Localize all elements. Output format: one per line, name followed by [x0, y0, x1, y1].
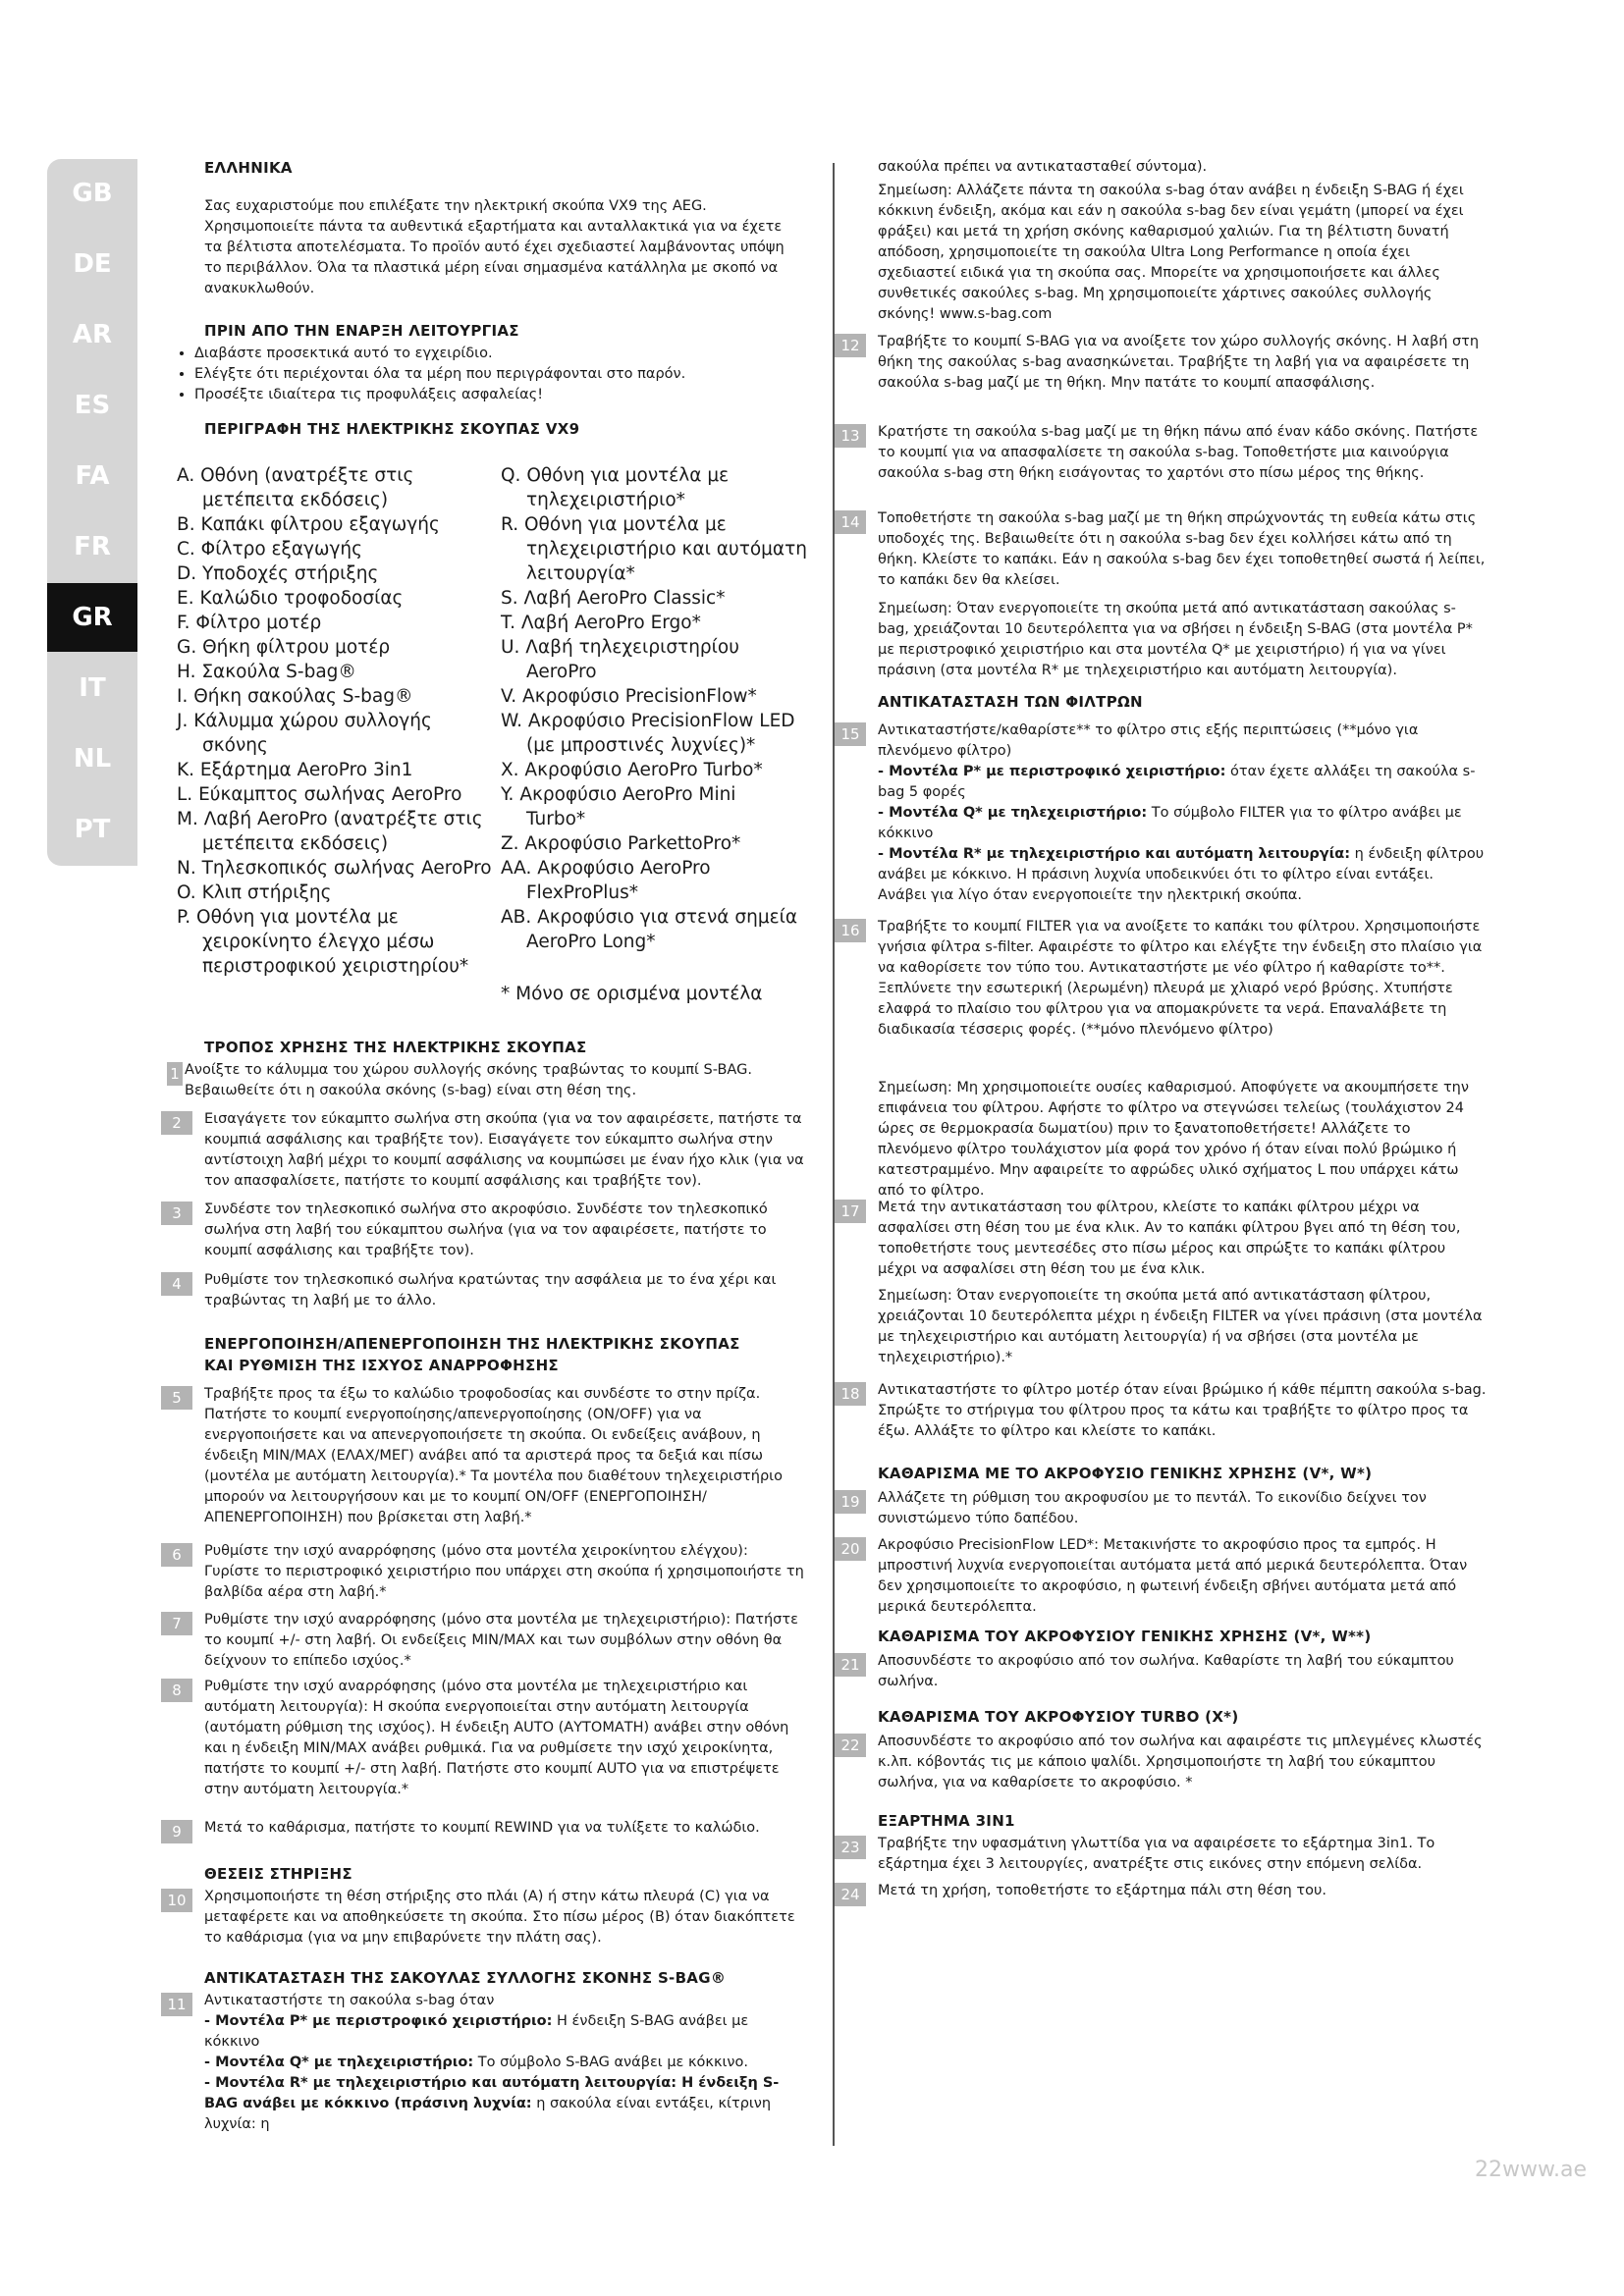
part-line: τηλεχειριστήριο*	[526, 490, 685, 510]
part-item	[501, 635, 815, 684]
step-text: όταν έχετε αλλάξει τη σακούλα s-bag 5 φορές	[878, 764, 1476, 800]
parts-list-left	[177, 463, 501, 979]
part-item	[177, 635, 501, 660]
step-number: 14	[835, 510, 866, 534]
step-6	[172, 1541, 805, 1603]
part-item	[501, 611, 815, 635]
parts-list-right	[501, 463, 815, 954]
usage-title: ΤΡΟΠΟΣ ΧΡΗΣΗΣ ΤΗΣ ΗΛΕΚΤΡΙΚΗΣ ΣΚΟΥΠΑΣ	[204, 1039, 587, 1056]
step-number: 13	[835, 424, 866, 448]
step-text: η ένδειξη φίλτρου ανάβει με κόκκινο. Η πράσινη λυχνία υποδεικνύει ότι το φίλτρο είναι εντάξει. Ανάβει για λίγο όταν ενεργοποιείτε την ηλεκτρική σκούπα.	[878, 846, 1485, 903]
part-item	[177, 905, 501, 979]
step-17	[840, 1198, 1487, 1280]
step-text: Συνδέστε τον τηλεσκοπικό σωλήνα στο ακροφύσιο. Συνδέστε τον τηλεσκοπικό σωλήνα στη λαβή του εύκαμπτου σωλήνα (για να τον αφαιρέσετε, πατήστε το κουμπί ασφάλισης και τραβήξτε τον).	[204, 1201, 768, 1258]
step-15	[840, 721, 1487, 906]
part-line: G. Θήκη φίλτρου μοτέρ	[177, 637, 391, 658]
step-number: 16	[835, 919, 866, 942]
step-text-bold: - Μοντέλα R* με τηλεχειριστήριο και αυτόματη λειτουργία:	[878, 846, 1351, 862]
step-2	[172, 1109, 805, 1192]
part-line: χειροκίνητο έλεγχο μέσω	[202, 932, 435, 952]
step-text: Αντικαταστήστε/καθαρίστε** το φίλτρο στις εξής περιπτώσεις (**μόνο για πλενόμενο φίλτρο)	[878, 722, 1419, 759]
parts-note: * Μόνο σε ορισμένα μοντέλα	[501, 984, 763, 1004]
before-item: • Προσέξτε ιδιαίτερα τις προφυλάξεις ασφαλείας!	[194, 385, 784, 405]
bag-title: ΑΝΤΙΚΑΤΑΣΤΑΣΗ ΤΗΣ ΣΑΚΟΥΛΑΣ ΣΥΛΛΟΓΗΣ ΣΚΟΝΗΣ S-BAG®	[204, 1969, 727, 1987]
part-line: U. Λαβή τηλεχειριστηρίου	[501, 637, 739, 658]
step-number: 8	[161, 1679, 192, 1702]
lang-tab-gr[interactable]: GR	[47, 583, 137, 652]
note-1: Σημείωση: Αλλάζετε πάντα τη σακούλα s-bag όταν ανάβει η ένδειξη S-BAG ή έχει κόκκινη ένδειξη, ακόμα και εάν η σακούλα s-bag δεν είναι γεμάτη (μπορεί να έχει φράξει) και μετά τη χρήση σκόνης καθαρισμού χαλιών. Για τη βέλτιστη δυνατή απόδοση, χρησιμοποιείτε τη σακούλα Ultra Long Performance η οποία έχει σχεδιαστεί ειδικά για τη σκούπα σας. Μπορείτε να χρησιμοποιήσετε και άλλες συνθετικές σακούλες s-bag. Μη χρησιμοποιείτε χάρτινες σακούλες συλλογής σκόνης! www.s-bag.com	[878, 183, 1464, 322]
step-7	[172, 1610, 805, 1672]
step-24	[840, 1881, 1487, 1903]
part-line: C. Φίλτρο εξαγωγής	[177, 539, 363, 560]
note-3: Σημείωση: Μη χρησιμοποιείτε ουσίες καθαρισμού. Αποφύγετε να ακουμπήσετε την επιφάνεια του φίλτρου. Αφήστε το φίλτρο να στεγνώσει τελείως (τουλάχιστον 24 ώρες σε θερμοκρασία δωματίου) πριν το ξανατοποθετήσετε! Αλλάζετε το πλενόμενο φίλτρο τουλάχιστον μία φορά τον χρόνο ή όταν είναι πολύ βρώμικο ή κατεστραμμένο. Μην αφαιρείτε το αφρώδες υλικό σχήματος L που υπάρχει κάτω από το φίλτρο.	[878, 1080, 1469, 1199]
step-text-bold: - Μοντέλα P* με περιστροφικό χειριστήριο:	[204, 2013, 553, 2029]
part-line: Q. Οθόνη για μοντέλα με	[501, 465, 730, 486]
part-item	[501, 586, 815, 611]
part-item	[177, 684, 501, 709]
step-number: 5	[161, 1386, 192, 1410]
part-line: FlexProPlus*	[526, 882, 639, 903]
desc-title: ΠΕΡΙΓΡΑΦΗ ΤΗΣ ΗΛΕΚΤΡΙΚΗΣ ΣΚΟΥΠΑΣ VX9	[204, 420, 580, 438]
step-13	[840, 422, 1487, 484]
part-line: Y. Ακροφύσιο AeroPro Mini	[501, 784, 736, 805]
part-line: λειτουργία*	[526, 563, 635, 584]
part-item	[177, 709, 501, 758]
part-line: AeroPro Long*	[526, 932, 656, 952]
step-number: 3	[161, 1201, 192, 1225]
step-text: Το σύμβολο S-BAG ανάβει με κόκκινο.	[473, 2055, 748, 2070]
lang-tab-pt[interactable]: PT	[74, 815, 111, 844]
step-text: Τραβήξτε το κουμπί S-BAG για να ανοίξετε τον χώρο συλλογής σκόνης. Η λαβή στη θήκη της σακούλας s-bag ανασηκώνεται. Τραβήξτε τη λαβή για να αφαιρέσετε τη σακούλα s-bag μαζί με τη θήκη. Μην πατάτε το κουμπί απασφάλισης.	[878, 334, 1480, 391]
step-text: Μετά την αντικατάσταση του φίλτρου, κλείστε το καπάκι φίλτρου μέχρι να ασφαλίσει στη θέση του με ένα κλικ. Αν το καπάκι φίλτρου βγει από τη θέση του, τοποθετήστε τους μεντεσέδες στο πίσω μέρος και σπρώξτε το καπάκι φίλτρου μέχρι να ασφαλίσει στη θέση του με ένα κλικ.	[878, 1200, 1461, 1277]
part-line: J. Κάλυμμα χώρου συλλογής	[177, 711, 432, 731]
part-item	[177, 881, 501, 905]
part-item	[501, 684, 815, 709]
step-22	[840, 1732, 1487, 1793]
lang-tab-fr[interactable]: FR	[74, 532, 111, 561]
step-number: 4	[161, 1272, 192, 1296]
note-2: Σημείωση: Όταν ενεργοποιείτε τη σκούπα μετά από αντικατάσταση σακούλας s-bag, χρειάζονται 10 δευτερόλεπτα για να σβήσει η ένδειξη S-BAG (στα μοντέλα P* με περιστροφικό χειριστήριο και στα μοντέλα Q* με χειριστήριο) ή για να γίνει πράσινη (στα μοντέλα R* με τηλεχειριστήριο και αυτόματη λειτουργία).	[878, 601, 1473, 678]
nozzle-title: ΚΑΘΑΡΙΣΜΑ ΜΕ ΤΟ ΑΚΡΟΦΥΣΙΟ ΓΕΝΙΚΗΣ ΧΡΗΣΗΣ (V*, W*)	[878, 1465, 1373, 1482]
part-item	[177, 537, 501, 561]
part-line: X. Ακροφύσιο AeroPro Turbo*	[501, 760, 763, 780]
step-text: Αποσυνδέστε το ακροφύσιο από τον σωλήνα και αφαιρέστε τις μπλεγμένες κλωστές κ.λπ. κόβοντάς τις με κάποιο ψαλίδι. Χρησιμοποιήστε τη λαβή του εύκαμπτου σωλήνα, για να καθαρίσετε το ακροφύσιο. *	[878, 1734, 1483, 1790]
part-item	[501, 512, 815, 586]
step-number: 19	[835, 1490, 866, 1514]
step-20	[840, 1535, 1487, 1618]
step-number: 23	[835, 1836, 866, 1859]
part-line: D. Υποδοχές στήριξης	[177, 563, 379, 584]
lang-tab-es[interactable]: ES	[74, 391, 111, 420]
power-title-1: ΕΝΕΡΓΟΠΟΙΗΣΗ/ΑΠΕΝΕΡΓΟΠΟΙΗΣΗ ΤΗΣ ΗΛΕΚΤΡΙΚΗΣ ΣΚΟΥΠΑΣ	[204, 1335, 740, 1353]
step-text: Κρατήστε τη σακούλα s-bag μαζί με τη θήκη πάνω από έναν κάδο σκόνης. Πατήστε το κουμπί για να απασφαλίσετε τη σακούλα s-bag. Τοποθετήστε μια καινούργια σακούλα s-bag στη θήκη εισάγοντας το χαρτόνι στο πίσω μέρος της θήκης.	[878, 424, 1479, 481]
part-item	[177, 611, 501, 635]
lang-tab-fa[interactable]: FA	[75, 461, 110, 491]
step-text: Τοποθετήστε τη σακούλα s-bag μαζί με τη θήκη σπρώχνοντάς τη ευθεία κάτω στις υποδοχές της. Βεβαιωθείτε ότι η σακούλα s-bag δεν έχει κολλήσει κάτω από τη θήκη. Κλείστε το καπάκι. Εάν η σακούλα s-bag δεν έχει τοποθετηθεί σωστά ή λείπει, το καπάκι δεν θα κλείσει.	[878, 510, 1486, 588]
step-text: Εισαγάγετε τον εύκαμπτο σωλήνα στη σκούπα (για να τον αφαιρέσετε, πατήστε τα κουμπιά ασφάλισης και τραβήξτε τον). Εισαγάγετε τον εύκαμπτο σωλήνα στην αντίστοιχη λαβή μέχρι το κουμπί ασφάλισης να κουμπώσει με έναν ήχο κλικ (για να τον απασφαλίσετε, πατήστε το κουμπί ασφάλισης και τραβήξτε τον).	[204, 1111, 804, 1189]
intro-text: Σας ευχαριστούμε που επιλέξατε την ηλεκτρική σκούπα VX9 της AEG. Χρησιμοποιείτε πάντα τα αυθεντικά εξαρτήματα και ανταλλακτικά για να έχετε τα βέλτιστα αποτελέσματα. Το προϊόν αυτό έχει σχεδιαστεί λαμβάνοντας υπόψη το περιβάλλον. Όλα τα πλαστικά μέρη είναι σημασμένα κατάλληλα με σκοπό να ανακυκλωθούν.	[204, 198, 785, 296]
part-line: A. Οθόνη (ανατρέξτε στις	[177, 465, 414, 486]
before-list	[177, 344, 784, 405]
lang-tab-it[interactable]: IT	[79, 673, 106, 703]
lang-tab-ar[interactable]: AR	[72, 320, 113, 349]
step-12	[840, 332, 1487, 394]
part-line: AA. Ακροφύσιο AeroPro	[501, 858, 711, 879]
part-item	[501, 831, 815, 856]
step-text: Τραβήξτε το κουμπί FILTER για να ανοίξετε το καπάκι του φίλτρου. Χρησιμοποιήστε γνήσια φίλτρα s-filter. Αφαιρέστε το φίλτρο και ελέγξτε την ένδειξη στο πλαίσιο για να καθορίσετε τον τύπο του. Αντικαταστήστε με νέο φίλτρο ή καθαρίστε το**. Ξεπλύνετε την εσωτερική (λερωμένη) πλευρά με χλιαρό νερό βρύσης. Χτυπήστε ελαφρά το πλαίσιο του φίλτρου για να απομακρύνετε τα νερά. Επαναλάβετε τη διαδικασία τέσσερις φορές. (**μόνο πλενόμενο φίλτρο)	[878, 919, 1483, 1038]
step-number: 11	[161, 1993, 192, 2016]
before-item: • Ελέγξτε ότι περιέχονται όλα τα μέρη που περιγράφονται στο παρόν.	[194, 364, 784, 385]
part-line: Turbo*	[526, 809, 586, 829]
step-text: Ακροφύσιο PrecisionFlow LED*: Μετακινήστε το ακροφύσιο προς τα εμπρός. Η μπροστινή λυχνία ενεργοποιείται αυτόματα μετά από μερικά δευτερόλεπτα. Όταν δεν χρησιμοποιείτε το ακροφύσιο, η φωτεινή ένδειξη σβήνει αυτόματα μετά από μερικά δευτερόλεπτα.	[878, 1537, 1468, 1615]
page-title: ΕΛΛΗΝΙΚΑ	[204, 159, 293, 177]
filters-title: ΑΝΤΙΚΑΤΑΣΤΑΣΗ ΤΩΝ ΦΙΛΤΡΩΝ	[878, 693, 1143, 711]
step-text: Ανοίξτε το κάλυμμα του χώρου συλλογής σκόνης τραβώντας το κουμπί S-BAG. Βεβαιωθείτε ότι η σακούλα σκόνης (s-bag) είναι στη θέση της.	[185, 1062, 752, 1098]
part-line: P. Οθόνη για μοντέλα με	[177, 907, 399, 928]
storage-title: ΘΕΣΕΙΣ ΣΤΗΡΙΞΗΣ	[204, 1865, 352, 1883]
step-16	[840, 917, 1487, 1041]
power-title-2: ΚΑΙ ΡΥΘΜΙΣΗ ΤΗΣ ΙΣΧΥΟΣ ΑΝΑΡΡΟΦΗΣΗΣ	[204, 1357, 559, 1374]
part-line: F. Φίλτρο μοτέρ	[177, 613, 322, 633]
step-4	[172, 1270, 805, 1311]
part-item	[501, 856, 815, 905]
step-text: Τραβήξτε προς τα έξω το καλώδιο τροφοδοσίας και συνδέστε το στην πρίζα. Πατήστε το κουμπί ενεργοποίησης/απενεργοποίησης (ON/OFF) για να ενεργοποιήσετε και να απενεργοποιήσετε τη σκούπα. Οι ενδείξεις ανάβουν, η ένδειξη MIN/MAX (ΕΛΑΧ/ΜΕΓ) ανάβει από τα αριστερά προς τα δεξιά και πίσω (μοντέλα με αυτόματη λειτουργία).* Τα μοντέλα που διαθέτουν τηλεχειριστήριο μπορούν να λειτουργήσουν και με το κουμπί ON/OFF (ΕΝΕΡΓΟΠΟΙΗΣΗ/ ΑΠΕΝΕΡΓΟΠΟΙΗΣΗ) που βρίσκεται στη λαβή.*	[204, 1386, 783, 1525]
step-text-bold: - Μοντέλα P* με περιστροφικό χειριστήριο:	[878, 764, 1226, 779]
step-1	[170, 1060, 803, 1101]
step-number: 24	[835, 1883, 866, 1906]
step-19	[840, 1488, 1487, 1529]
part-line: E. Καλώδιο τροφοδοσίας	[177, 588, 404, 609]
part-item	[501, 905, 815, 954]
part-line: R. Οθόνη για μοντέλα με	[501, 514, 727, 535]
lang-tab-gb[interactable]: GB	[72, 179, 113, 208]
part-item	[177, 856, 501, 881]
before-item: • Διαβάστε προσεκτικά αυτό το εγχειρίδιο.	[194, 344, 784, 364]
step-text: Ρυθμίστε τον τηλεσκοπικό σωλήνα κρατώντας την ασφάλεια με το ένα χέρι και τραβώντας τη λαβή με το άλλο.	[204, 1272, 777, 1308]
part-item	[177, 807, 501, 856]
part-item	[177, 660, 501, 684]
part-item	[177, 758, 501, 782]
part-line: B. Καπάκι φίλτρου εξαγωγής	[177, 514, 440, 535]
step-number: 10	[161, 1889, 192, 1912]
step-text: Αποσυνδέστε το ακροφύσιο από τον σωλήνα. Καθαρίστε τη λαβή του εύκαμπτου σωλήνα.	[878, 1653, 1454, 1689]
step-number: 18	[835, 1382, 866, 1406]
step-text: Αντικαταστήστε τη σακούλα s-bag όταν	[204, 1993, 495, 2008]
step-14	[840, 508, 1487, 591]
part-line: μετέπειτα εκδόσεις)	[202, 490, 389, 510]
part-line: M. Λαβή AeroPro (ανατρέξτε στις	[177, 809, 483, 829]
lang-tab-nl[interactable]: NL	[73, 744, 112, 774]
part-line: (με μπροστινές λυχνίες)*	[526, 735, 756, 756]
step-number: 17	[835, 1200, 866, 1223]
footer-url: 22www.ae	[1475, 2158, 1587, 2182]
step-21	[840, 1651, 1487, 1692]
part-line: τηλεχειριστήριο και αυτόματη	[526, 539, 807, 560]
part-line: T. Λαβή AeroPro Ergo*	[501, 613, 701, 633]
part-line: μετέπειτα εκδόσεις)	[202, 833, 389, 854]
part-line: L. Εύκαμπτος σωλήνας AeroPro	[177, 784, 462, 805]
step-text: Το σύμβολο FILTER για το φίλτρο ανάβει με κόκκινο	[878, 805, 1462, 841]
step-3	[172, 1200, 805, 1261]
part-line: σκόνης	[202, 735, 268, 756]
step-number: 22	[835, 1734, 866, 1757]
step-10	[167, 1887, 805, 1949]
step-text: Ρυθμίστε την ισχύ αναρρόφησης (μόνο στα μοντέλα χειροκίνητου ελέγχου): Γυρίστε το περιστροφικό χειριστήριο που υπάρχει στη σκούπα ή χρησιμοποιήστε τη βαλβίδα αέρα στη λαβή.*	[204, 1543, 804, 1600]
step-number: 21	[835, 1653, 866, 1677]
part-line: K. Εξάρτημα AeroPro 3in1	[177, 760, 413, 780]
step-text: Ρυθμίστε την ισχύ αναρρόφησης (μόνο στα μοντέλα με τηλεχειριστήριο): Πατήστε το κουμπί +/- στη λαβή. Οι ενδείξεις MIN/MAX και των συμβόλων στην οθόνη θα δείχνουν το επίπεδο ισχύος.*	[204, 1612, 798, 1669]
part-line: S. Λαβή AeroPro Classic*	[501, 588, 726, 609]
step-23	[840, 1834, 1487, 1875]
part-line: I. Θήκη σακούλας S-bag®	[177, 686, 413, 707]
part-item	[177, 561, 501, 586]
step-18	[840, 1380, 1487, 1442]
part-line: N. Τηλεσκοπικός σωλήνας AeroPro	[177, 858, 492, 879]
part-item	[177, 782, 501, 807]
step-number: 12	[835, 334, 866, 357]
nozzle-clean-title: ΚΑΘΑΡΙΣΜΑ ΤΟΥ ΑΚΡΟΦΥΣΙΟΥ ΓΕΝΙΚΗΣ ΧΡΗΣΗΣ (V*, W**)	[878, 1628, 1372, 1645]
before-title: ΠΡΙΝ ΑΠΟ ΤΗΝ ΕΝΑΡΞΗ ΛΕΙΤΟΥΡΓΙΑΣ	[204, 322, 519, 340]
step-text: Ρυθμίστε την ισχύ αναρρόφησης (μόνο στα μοντέλα με τηλεχειριστήριο και αυτόματη λειτουργία): Η σκούπα ενεργοποιείται στην αυτόματη λειτουργία (αυτόματη ρύθμιση της ισχύος). Η ένδειξη AUTO (ΑΥΤΟΜΑΤΗ) ανάβει στην οθόνη και η ένδειξη MIN/MAX ανάβει ρυθμικά. Για να ρυθμίσετε την ισχύ χειροκίνητα, πατήστε το κουμπί +/- στη λαβή. Πατήστε στο κουμπί AUTO για να επιστρέψετε στην αυτόματη λειτουργία.*	[204, 1679, 789, 1797]
step-text-bold: - Μοντέλα R* με τηλεχειριστήριο και αυτόματη λειτουργία: Η ένδειξη S-BAG ανάβει με κόκκινο (πράσινη λυχνία:	[204, 2075, 780, 2111]
part-line: AeroPro	[526, 662, 597, 682]
step-text: Μετά το καθάρισμα, πατήστε το κουμπί REWIND για να τυλίξετε το καλώδιο.	[204, 1820, 760, 1836]
step-number: 6	[161, 1543, 192, 1567]
step-text-bold: - Μοντέλα Q* με τηλεχειριστήριο:	[878, 805, 1148, 821]
accessory-title: ΕΞΑΡΤΗΜΑ 3IN1	[878, 1812, 1015, 1830]
part-line: W. Ακροφύσιο PrecisionFlow LED	[501, 711, 795, 731]
continued-text: σακούλα πρέπει να αντικατασταθεί σύντομα).	[878, 159, 1208, 175]
step-text: Μετά τη χρήση, τοποθετήστε το εξάρτημα πάλι στη θέση του.	[878, 1883, 1326, 1898]
step-text: Τραβήξτε την υφασμάτινη γλωττίδα για να αφαιρέσετε το εξάρτημα 3in1. Το εξάρτημα έχει 3 λειτουργίες, ανατρέξτε στις εικόνες στην επόμενη σελίδα.	[878, 1836, 1435, 1872]
step-11	[167, 1991, 805, 2135]
step-text: Αντικαταστήστε το φίλτρο μοτέρ όταν είναι βρώμικο ή κάθε πέμπτη σακούλα s-bag. Σπρώξτε το στήριγμα του φίλτρου προς τα κάτω και τραβήξτε το φίλτρο προς τα έξω. Αλλάξτε το φίλτρο και κλείστε το καπάκι.	[878, 1382, 1487, 1439]
step-8	[172, 1677, 805, 1800]
part-line: AB. Ακροφύσιο για στενά σημεία	[501, 907, 798, 928]
part-line: περιστροφικού χειριστηρίου*	[202, 956, 469, 977]
part-item	[501, 463, 815, 512]
step-number: 1	[167, 1062, 183, 1086]
step-9	[172, 1818, 805, 1841]
note-4: Σημείωση: Όταν ενεργοποιείτε τη σκούπα μετά από αντικατάσταση φίλτρου, χρειάζονται 10 δευτερόλεπτα μέχρι η ένδειξη FILTER να γίνει πράσινη (στα μοντέλα με τηλεχειριστήριο και αυτόματη λειτουργία) ή να σβήσει (στα μοντέλα με τηλεχειριστήριο).*	[878, 1288, 1483, 1365]
lang-tab-de[interactable]: DE	[73, 249, 112, 279]
step-text: Αλλάζετε τη ρύθμιση του ακροφυσίου με το πεντάλ. Το εικονίδιο δείχνει τον συνιστώμενο τύπο δαπέδου.	[878, 1490, 1427, 1526]
step-number: 2	[161, 1111, 192, 1135]
step-number: 20	[835, 1537, 866, 1561]
step-text-bold: - Μοντέλα Q* με τηλεχειριστήριο:	[204, 2055, 474, 2070]
part-item	[501, 758, 815, 782]
part-item	[177, 512, 501, 537]
turbo-title: ΚΑΘΑΡΙΣΜΑ ΤΟΥ ΑΚΡΟΦΥΣΙΟΥ TURBO (X*)	[878, 1708, 1239, 1726]
part-line: Z. Ακροφύσιο ParkettoPro*	[501, 833, 741, 854]
part-line: H. Σακούλα S-bag®	[177, 662, 356, 682]
step-number: 9	[161, 1820, 192, 1843]
part-item	[501, 709, 815, 758]
part-line: V. Ακροφύσιο PrecisionFlow*	[501, 686, 757, 707]
step-text: Χρησιμοποιήστε τη θέση στήριξης στο πλάι (A) ή στην κάτω πλευρά (C) για να μεταφέρετε και να αποθηκεύσετε τη σκούπα. Στο πίσω μέρος (B) όταν διακόπτετε το καθάρισμα (για να μην επιβαρύνετε την πλάτη σας).	[204, 1889, 795, 1946]
part-item	[501, 782, 815, 831]
part-line: O. Κλιπ στήριξης	[177, 882, 332, 903]
step-number: 7	[161, 1612, 192, 1635]
step-5	[172, 1384, 805, 1528]
step-number: 15	[835, 722, 866, 746]
step-text: η σακούλα είναι εντάξει, κίτρινη λυχνία: η	[204, 2096, 772, 2132]
part-item	[177, 463, 501, 512]
language-tabs	[47, 159, 137, 866]
part-item	[177, 586, 501, 611]
step-text: Η ένδειξη S-BAG ανάβει με κόκκινο	[204, 2013, 749, 2050]
